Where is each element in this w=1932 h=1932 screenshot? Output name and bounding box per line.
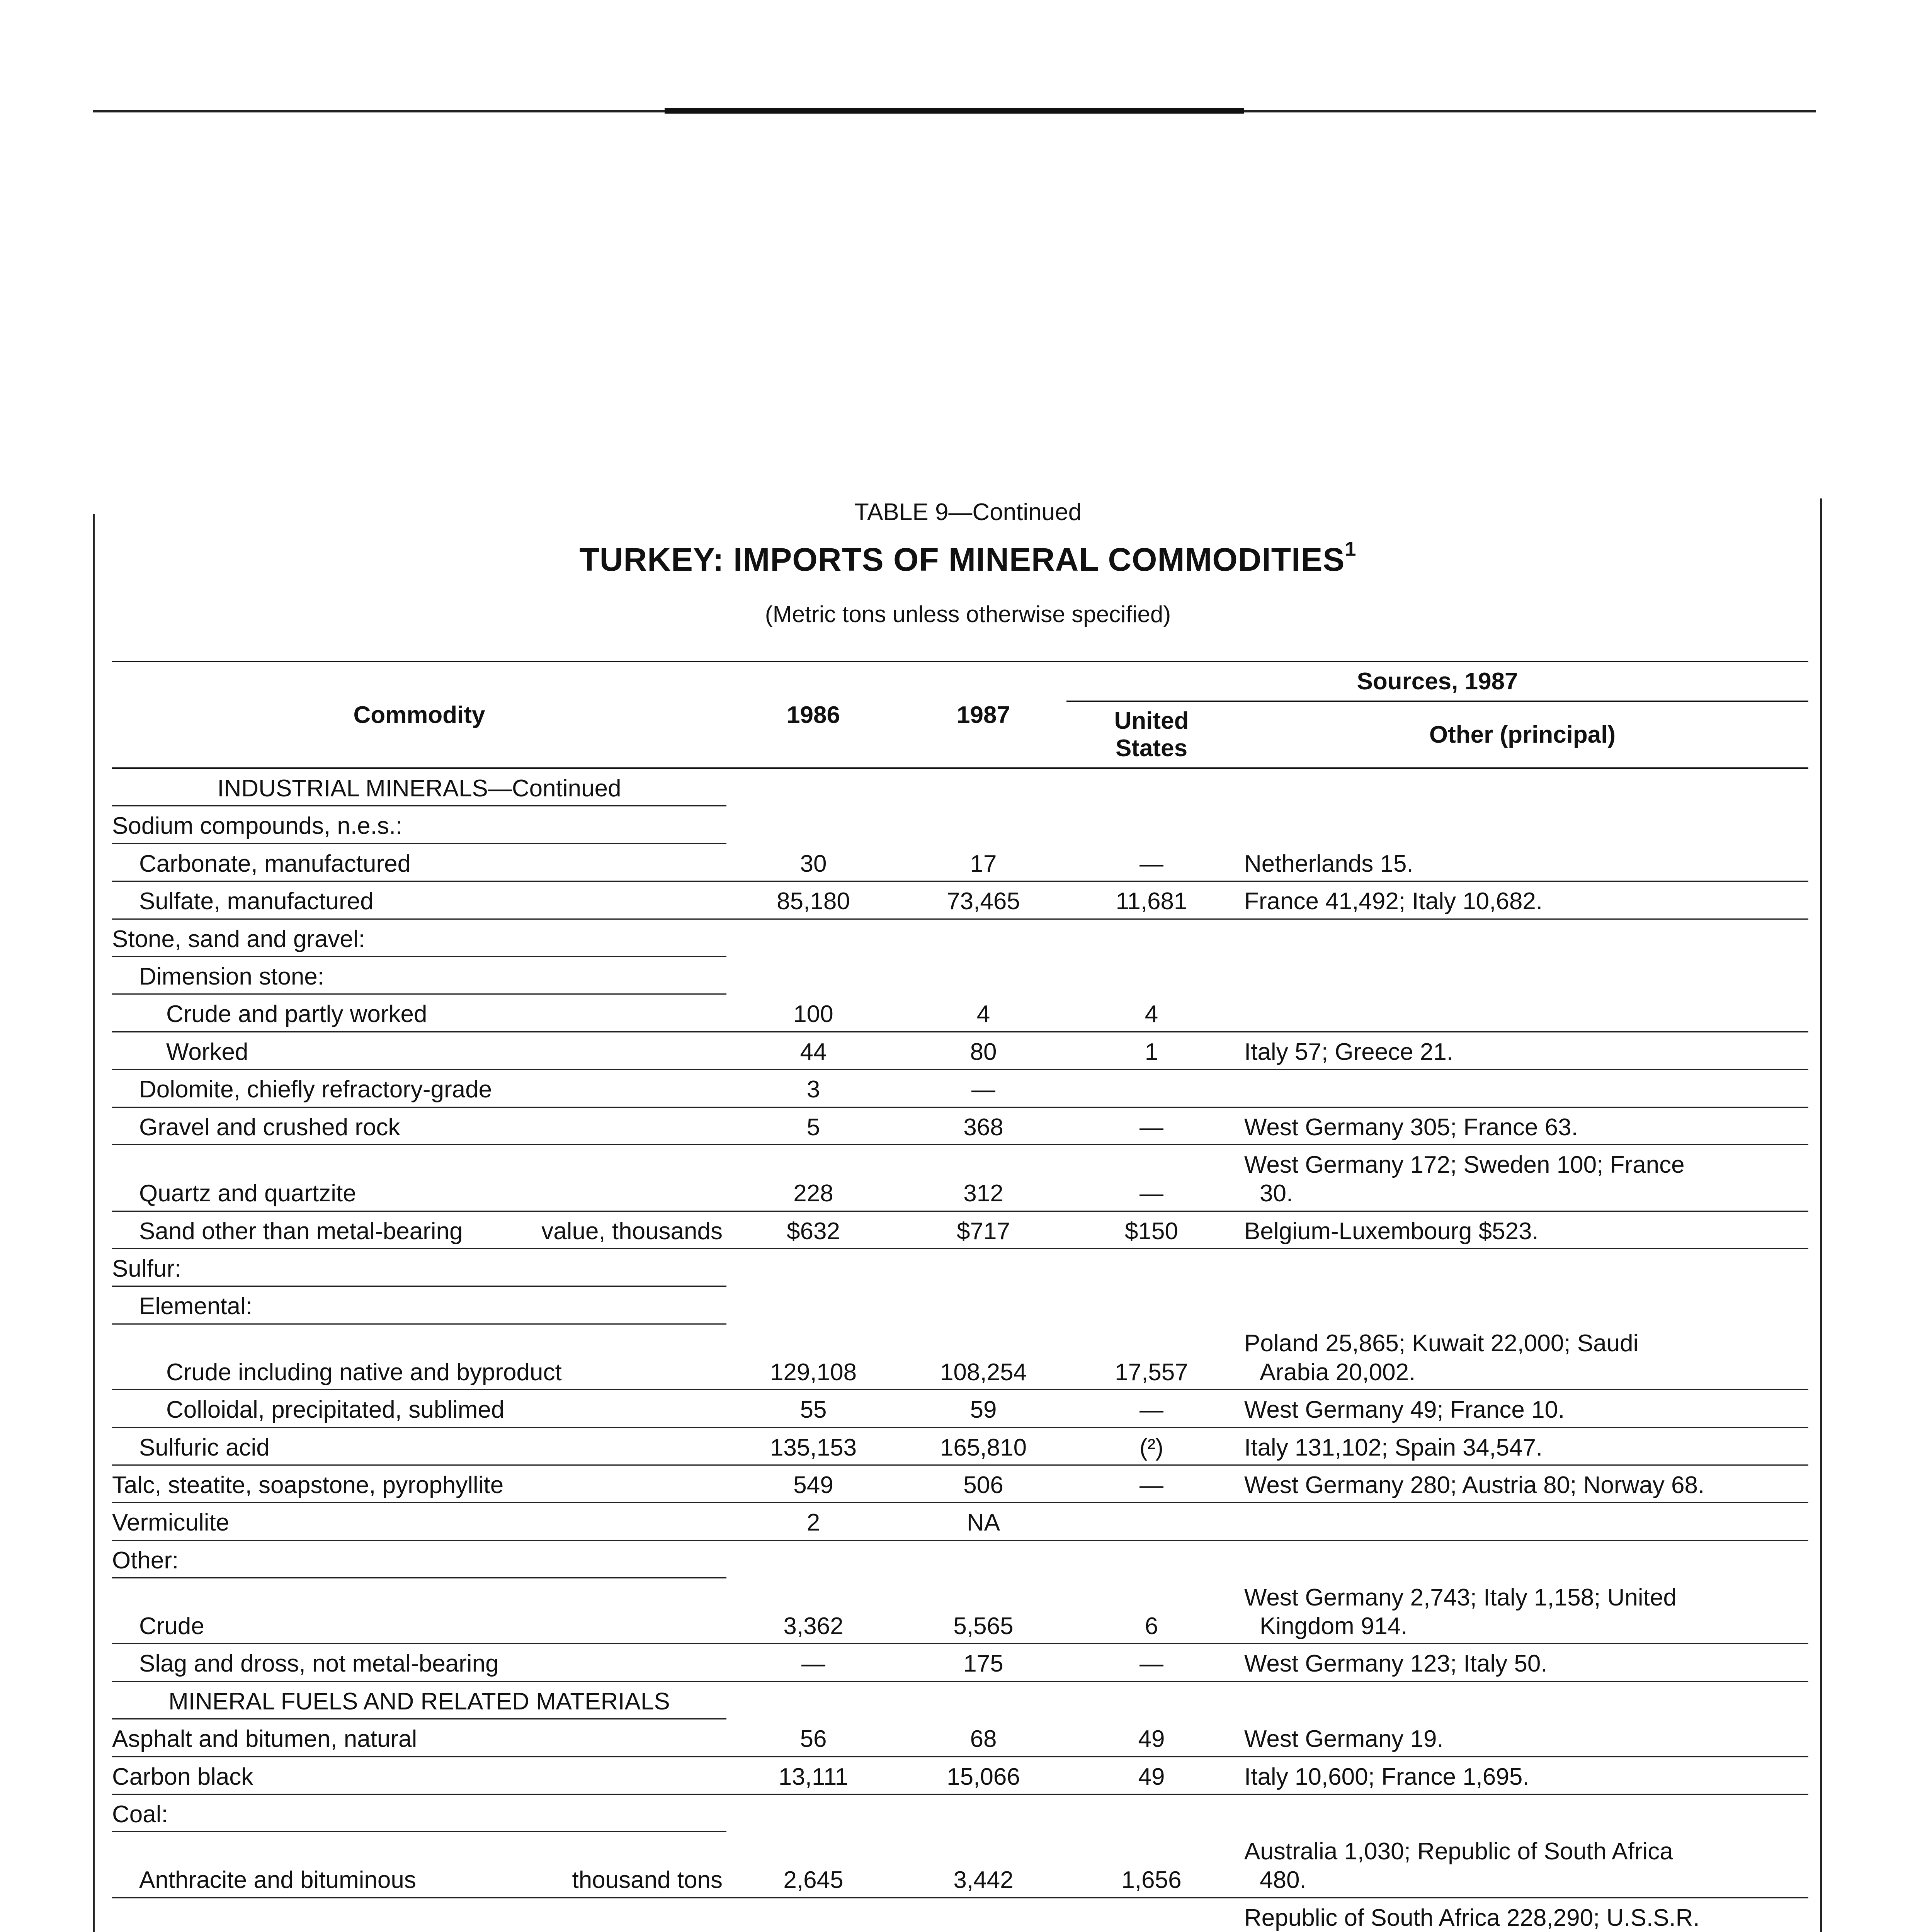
commodity-label: Crude including native and byproduct [166,1359,562,1386]
value-1987: 15,066 [900,1757,1066,1794]
other-sources-continuation: Kingdom 914. [1260,1612,1408,1639]
value-united-states: 49 [1066,1719,1236,1757]
value-1987 [900,768,1066,806]
other-sources [1236,806,1808,844]
value-1987: 68 [900,1719,1066,1757]
col-header-us-line1: United [1114,707,1189,734]
value-1986: 549 [726,1465,900,1502]
value-1987: 368 [900,1107,1066,1145]
value-1987: 17 [900,844,1066,881]
table-subtitle: (Metric tons unless otherwise specified) [765,601,1171,627]
commodity-label: Crude and partly worked [166,1001,427,1028]
table-row [112,806,1808,844]
table-row [112,1465,1808,1502]
value-united-states: 6 [1066,1578,1236,1644]
table-row [112,1540,1808,1578]
commodity-name [112,1898,726,1932]
value-1986: 2 [726,1503,900,1540]
other-sources [1236,768,1808,806]
other-sources [1236,1578,1808,1644]
table-row [112,1794,1808,1832]
commodity-label: MINERAL FUELS AND RELATED MATERIALS [168,1688,670,1715]
other-sources-continuation: 30. [1260,1180,1293,1207]
other-sources [1236,1540,1808,1578]
value-united-states [1066,1794,1236,1832]
value-1986: 56 [726,1719,900,1757]
table-row [112,1503,1808,1540]
value-1986 [726,1286,900,1324]
commodity-label: Coal: [112,1801,168,1828]
value-1987 [900,1249,1066,1286]
value-1986 [726,956,900,994]
commodity-label: Gravel and crushed rock [139,1114,400,1141]
value-1987 [900,1286,1066,1324]
value-1987 [900,1540,1066,1578]
table-row [112,1211,1808,1248]
value-1987 [900,919,1066,956]
table-row [112,1286,1808,1324]
other-sources [1236,1427,1808,1465]
commodity-name [112,881,726,919]
value-1986: $632 [726,1211,900,1248]
commodity-name [112,956,726,994]
value-1986: — [726,1644,900,1681]
value-united-states [1066,919,1236,956]
value-1986: 5 [726,1107,900,1145]
other-sources-text: Republic of South Africa 228,290; U.S.S.R. [1244,1904,1700,1931]
value-1987: 5,565 [900,1578,1066,1644]
value-1987: 4 [900,994,1066,1032]
value-united-states [1066,1070,1236,1107]
value-1986: 30 [726,844,900,881]
other-sources [1236,844,1808,881]
value-united-states: — [1066,1390,1236,1427]
commodity-name [112,1107,726,1145]
other-sources [1236,1211,1808,1248]
other-sources [1236,1503,1808,1540]
table-row [112,1719,1808,1757]
left-margin-line [93,514,95,1932]
other-sources-text: France 41,492; Italy 10,682. [1244,888,1543,915]
other-sources-continuation: 480. [1260,1867,1306,1894]
table-row [112,1032,1808,1069]
value-1986: 44 [726,1032,900,1069]
other-sources [1236,1898,1808,1932]
other-sources [1236,1757,1808,1794]
other-sources-text: Italy 10,600; France 1,695. [1244,1763,1529,1790]
table-row [112,1324,1808,1389]
table-row [112,1070,1808,1107]
value-1987: — [900,1070,1066,1107]
other-sources-text: Italy 131,102; Spain 34,547. [1244,1434,1543,1461]
value-1987: 73,465 [900,881,1066,919]
commodity-name [112,844,726,881]
other-sources-text: West Germany 2,743; Italy 1,158; United [1244,1584,1677,1611]
other-sources-text: West Germany 19. [1244,1726,1444,1753]
other-sources-text: Poland 25,865; Kuwait 22,000; Saudi [1244,1330,1639,1357]
commodity-name [112,994,726,1032]
value-1986: 3 [726,1070,900,1107]
commodity-name [112,1757,726,1794]
commodity-name [112,1832,726,1898]
commodity-name [112,1324,726,1389]
table-row [112,1578,1808,1644]
commodity-name [112,1427,726,1465]
col-header-1986: 1986 [726,662,900,768]
title-footnote-marker: 1 [1345,538,1357,560]
value-united-states: 1 [1066,1032,1236,1069]
value-1986 [726,1540,900,1578]
right-margin-line [1820,498,1822,1932]
value-united-states: 11,681 [1066,881,1236,919]
value-united-states: — [1066,1644,1236,1681]
other-sources [1236,1145,1808,1211]
table-row [112,994,1808,1032]
value-1987: 175 [900,1644,1066,1681]
commodity-label: Elemental: [139,1293,252,1320]
value-united-states: (²) [1066,1427,1236,1465]
commodity-label: Dolomite, chiefly refractory-grade [139,1076,492,1103]
table-caption: TABLE 9—Continued [854,499,1082,526]
value-united-states: $150 [1066,1211,1236,1248]
value-1986 [726,806,900,844]
col-header-us-line2: States [1115,735,1188,762]
commodity-name [112,1644,726,1681]
commodity-label: Dimension stone: [139,963,325,990]
commodity-name [112,1578,726,1644]
commodity-name [112,806,726,844]
value-1986: 228 [726,1145,900,1211]
value-united-states [1066,1503,1236,1540]
col-header-other: Other (principal) [1236,701,1808,769]
commodity-name [112,919,726,956]
value-1986 [726,1794,900,1832]
value-united-states [1066,1286,1236,1324]
table-row [112,956,1808,994]
other-sources-text: West Germany 123; Italy 50. [1244,1650,1548,1677]
table-row [112,1145,1808,1211]
commodity-label: Quartz and quartzite [139,1180,356,1207]
table-row [112,1107,1808,1145]
value-united-states: — [1066,1465,1236,1502]
value-united-states [1066,1898,1236,1932]
value-united-states: — [1066,1145,1236,1211]
commodity-name [112,1465,726,1502]
other-sources [1236,1390,1808,1427]
other-sources-text: West Germany 280; Austria 80; Norway 68. [1244,1471,1705,1498]
other-sources-continuation: Arabia 20,002. [1260,1359,1416,1386]
table-row [112,1644,1808,1681]
other-sources-text: West Germany 172; Sweden 100; France [1244,1151,1685,1178]
other-sources-text: West Germany 305; France 63. [1244,1114,1578,1141]
value-1986 [726,1249,900,1286]
value-united-states [1066,956,1236,994]
value-united-states: 1,656 [1066,1832,1236,1898]
table-title-text: TURKEY: IMPORTS OF MINERAL COMMODITIES [579,541,1345,578]
unit-label: thousand tons [572,1867,723,1894]
commodity-label: Crude [139,1612,204,1639]
commodity-name [112,1211,726,1248]
commodity-label: Vermiculite [112,1509,230,1536]
col-header-1987: 1987 [900,662,1066,768]
other-sources [1236,1286,1808,1324]
imports-table-grid [112,661,1808,1932]
table-row [112,881,1808,919]
commodity-label: Other: [112,1547,179,1574]
value-1986 [726,1681,900,1719]
commodity-label: Colloidal, precipitated, sublimed [166,1396,505,1423]
section-label [112,768,726,806]
value-1987: $717 [900,1211,1066,1248]
commodity-name [112,1032,726,1069]
other-sources [1236,1681,1808,1719]
table-row [112,1390,1808,1427]
table-row [112,1832,1808,1898]
value-1986: 85,180 [726,881,900,919]
commodity-label: Carbon black [112,1763,253,1790]
value-1987 [900,1794,1066,1832]
value-united-states: — [1066,1107,1236,1145]
value-1987: 80 [900,1032,1066,1069]
table-row [112,919,1808,956]
value-1986: 55 [726,1390,900,1427]
other-sources [1236,994,1808,1032]
value-united-states: 49 [1066,1757,1236,1794]
other-sources-text: Italy 57; Greece 21. [1244,1038,1454,1065]
table-row [112,1427,1808,1465]
commodity-label: Sulfate, manufactured [139,888,374,915]
other-sources [1236,881,1808,919]
value-1987 [900,956,1066,994]
value-united-states: — [1066,844,1236,881]
commodity-label: Sand other than metal-bearing [139,1218,463,1245]
value-1986: 3,362 [726,1578,900,1644]
commodity-name [112,1390,726,1427]
value-1987: 59 [900,1390,1066,1427]
commodity-label: Sodium compounds, n.e.s.: [112,813,403,840]
value-1987: 108,254 [900,1324,1066,1389]
value-1987: 506 [900,1465,1066,1502]
commodity-name [112,1145,726,1211]
other-sources [1236,1832,1808,1898]
commodity-name [112,1503,726,1540]
value-1986 [726,768,900,806]
value-1987 [900,806,1066,844]
value-1987 [900,1681,1066,1719]
commodity-label: Anthracite and bituminous [139,1867,416,1894]
commodity-name [112,1249,726,1286]
value-1986: 135,153 [726,1427,900,1465]
value-1987: 165,810 [900,1427,1066,1465]
other-sources [1236,1794,1808,1832]
table-title [0,538,1932,578]
commodity-name [112,1286,726,1324]
commodity-name [112,1540,726,1578]
unit-label: value, thousands [541,1218,723,1245]
commodity-label: Stone, sand and gravel: [112,925,365,952]
value-1986 [726,919,900,956]
value-united-states [1066,1540,1236,1578]
commodity-label: Asphalt and bitumen, natural [112,1726,417,1753]
other-sources [1236,1324,1808,1389]
value-1987 [900,1898,1066,1932]
table-row [112,1757,1808,1794]
value-1987: 312 [900,1145,1066,1211]
value-united-states: 17,557 [1066,1324,1236,1389]
top-rule-thick [665,108,1244,114]
commodity-name [112,1794,726,1832]
other-sources [1236,1107,1808,1145]
commodity-label: INDUSTRIAL MINERALS—Continued [217,775,621,802]
col-header-united-states [1066,701,1236,769]
section-row [112,768,1808,806]
value-1986: 129,108 [726,1324,900,1389]
imports-table [112,661,1808,1932]
other-sources [1236,1644,1808,1681]
other-sources [1236,1719,1808,1757]
section-row [112,1681,1808,1719]
other-sources [1236,1465,1808,1502]
commodity-label: Worked [166,1038,248,1065]
other-sources [1236,1070,1808,1107]
value-1986 [726,1898,900,1932]
value-united-states [1066,768,1236,806]
section-label [112,1681,726,1719]
value-united-states [1066,1249,1236,1286]
table-body [112,768,1808,1932]
other-sources-text: Netherlands 15. [1244,850,1413,877]
value-united-states [1066,1681,1236,1719]
table-row [112,844,1808,881]
commodity-label: Slag and dross, not metal-bearing [139,1650,499,1677]
value-1987: NA [900,1503,1066,1540]
value-1987: 3,442 [900,1832,1066,1898]
table-row [112,1898,1808,1932]
commodity-label: Sulfuric acid [139,1434,270,1461]
commodity-name [112,1719,726,1757]
commodity-label: Carbonate, manufactured [139,850,411,877]
col-header-commodity: Commodity [112,662,726,768]
value-united-states [1066,806,1236,844]
commodity-name [112,1070,726,1107]
other-sources-text: West Germany 49; France 10. [1244,1396,1565,1423]
value-united-states: 4 [1066,994,1236,1032]
table-header [112,662,1808,768]
value-1986: 100 [726,994,900,1032]
other-sources [1236,1032,1808,1069]
commodity-label: Talc, steatite, soapstone, pyrophyllite [112,1471,504,1498]
other-sources-text: Belgium-Luxembourg $523. [1244,1218,1539,1245]
table-row [112,1249,1808,1286]
commodity-label: Sulfur: [112,1255,182,1282]
value-1986: 2,645 [726,1832,900,1898]
value-1986: 13,111 [726,1757,900,1794]
other-sources [1236,919,1808,956]
other-sources-text: Australia 1,030; Republic of South Africa [1244,1838,1673,1865]
other-sources [1236,1249,1808,1286]
col-header-sources: Sources, 1987 [1066,662,1808,701]
other-sources [1236,956,1808,994]
